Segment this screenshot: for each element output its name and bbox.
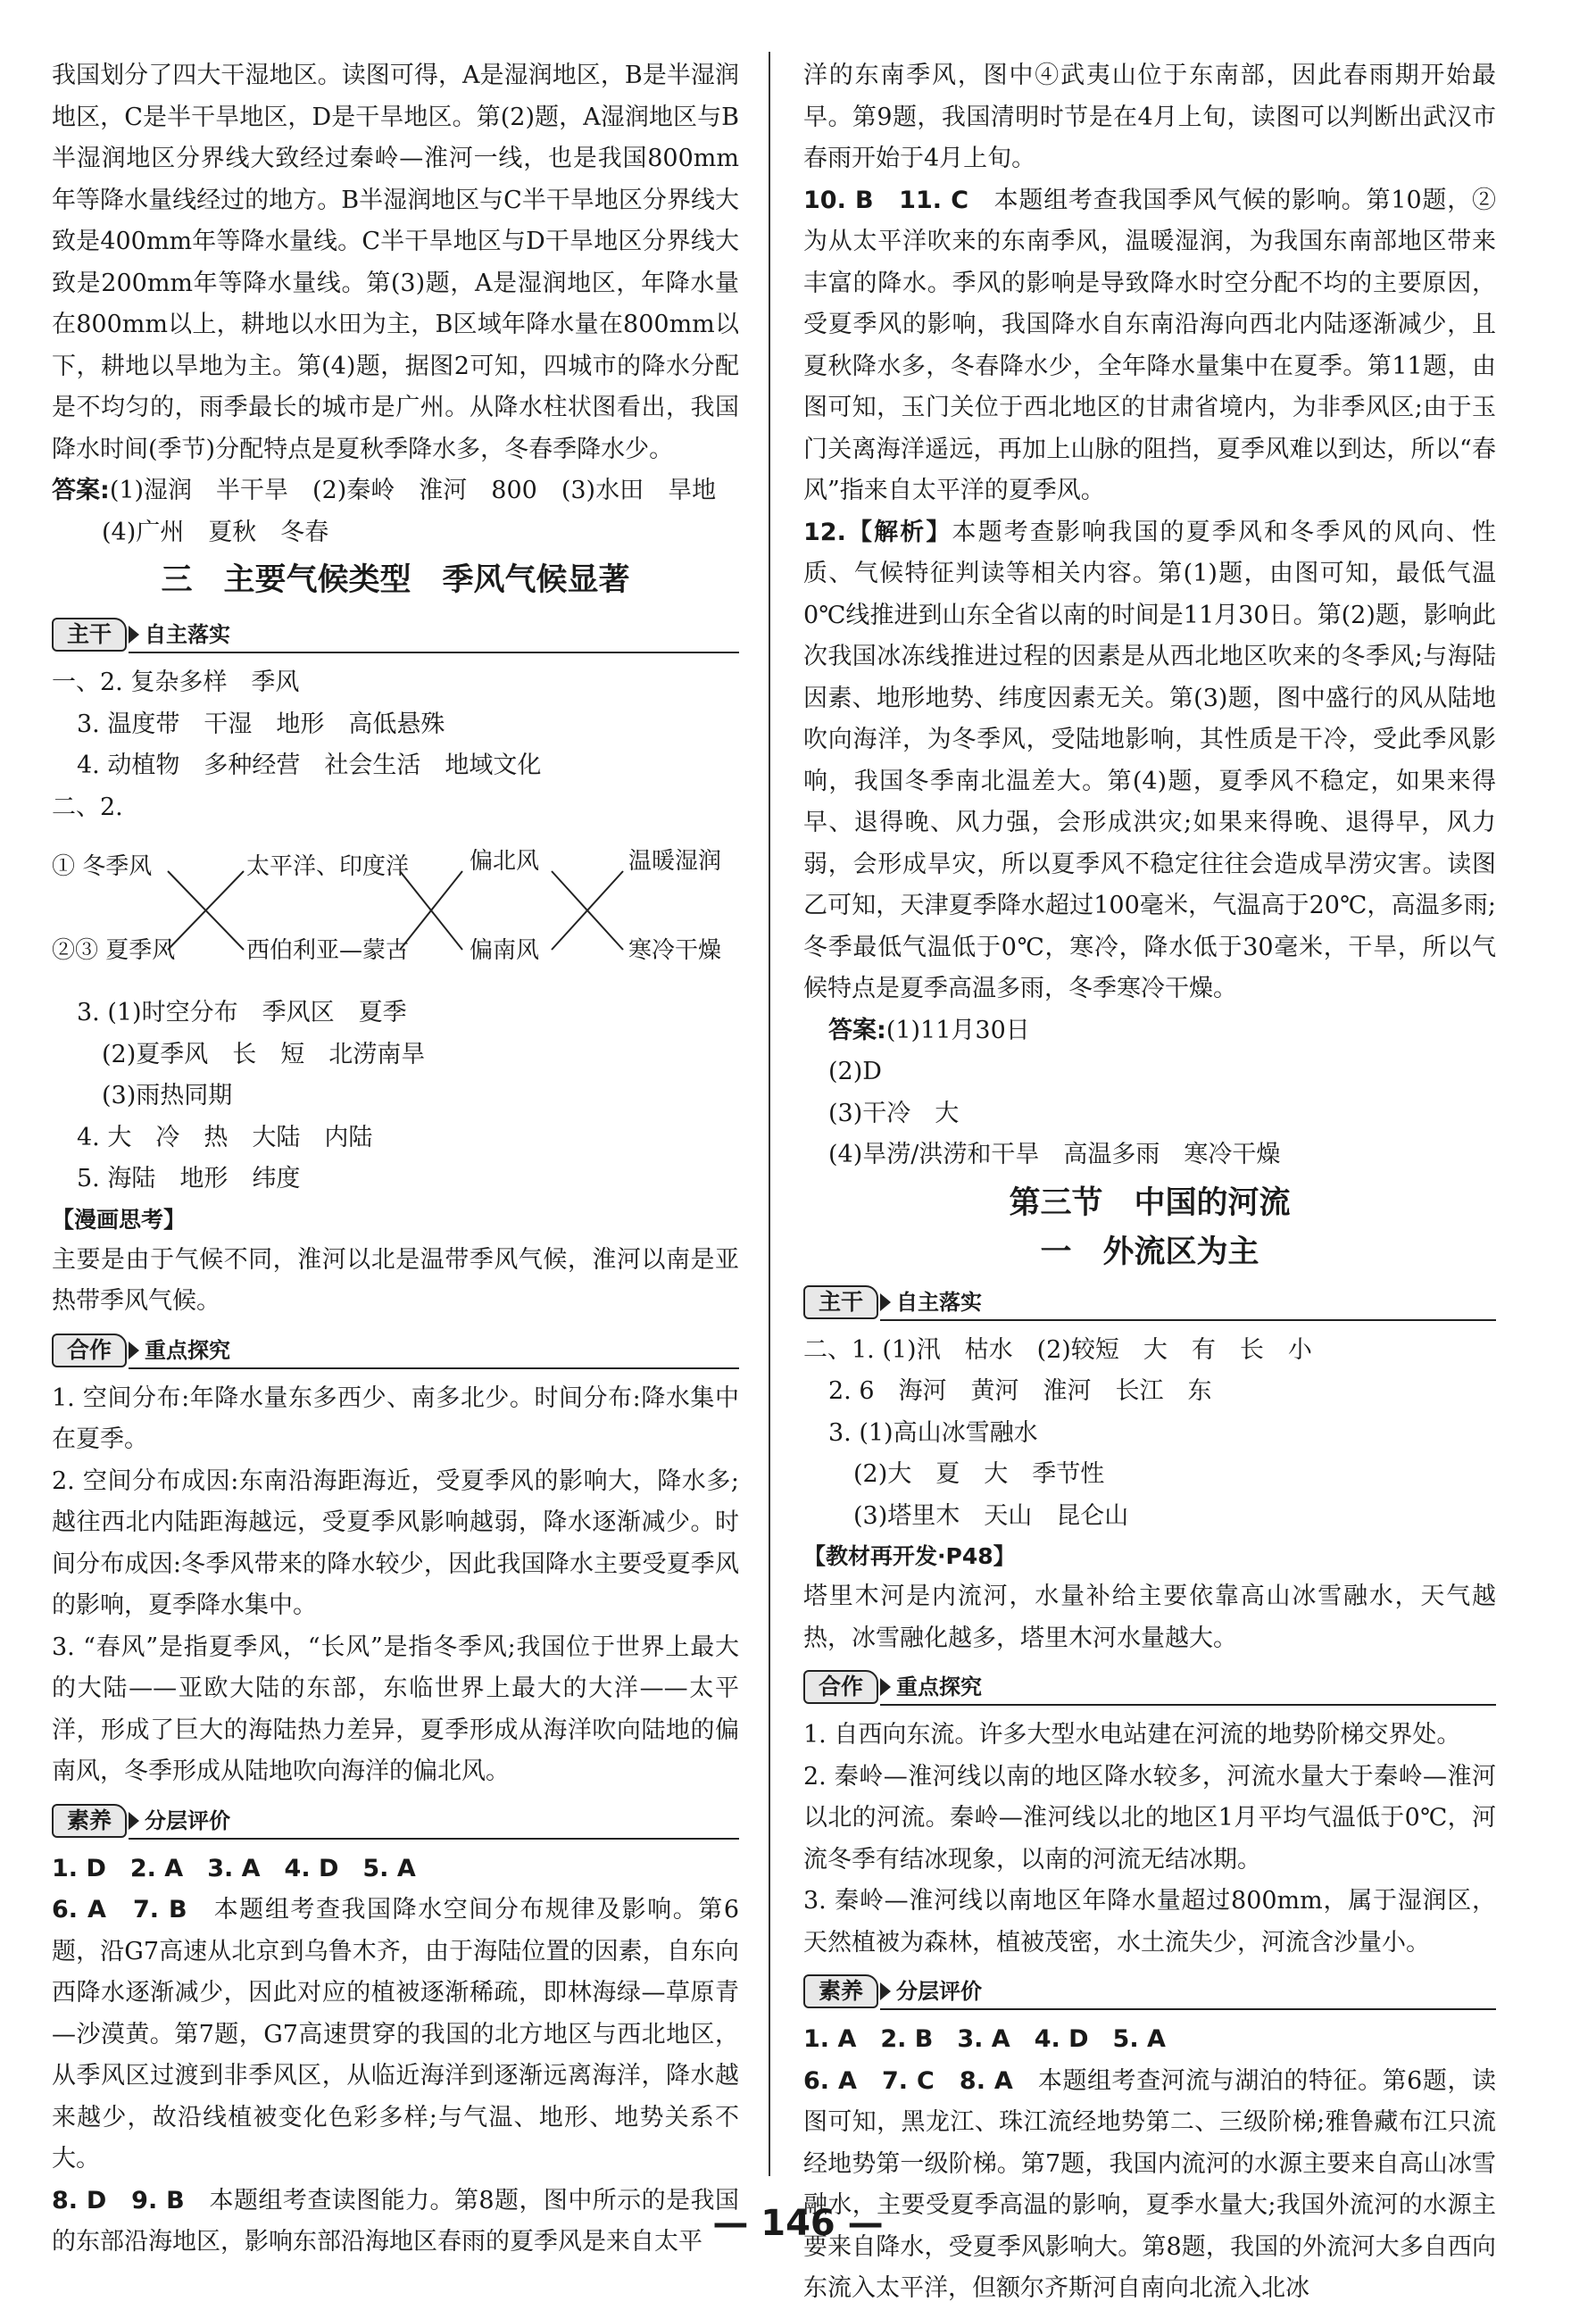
arrow-icon bbox=[129, 1342, 139, 1359]
list-item: 3. (1)高山冰雪融水 bbox=[828, 1418, 1038, 1447]
list-item: 3. 温度带 干湿 地形 高低悬殊 bbox=[77, 710, 445, 738]
question-explanation bbox=[803, 512, 1496, 1010]
answer-prefix: 答案: bbox=[52, 477, 110, 504]
question-explanation bbox=[52, 1890, 739, 2181]
list-item: (2)大 夏 大 季节性 bbox=[853, 1460, 1105, 1488]
diagram-north-wind: 偏北风 bbox=[470, 848, 540, 875]
section-rule bbox=[129, 1838, 739, 1840]
section-label: 分层评价 bbox=[896, 1979, 982, 2004]
right-column bbox=[803, 55, 1496, 2310]
continued-paragraph: 洋的东南季风，图中④武夷山位于东南部，因此春雨期开始最早。第9题，我国清明时节是在4月上旬，读图可以判断出武汉市春雨开始于4月上旬。 bbox=[803, 62, 1496, 172]
list-item: 4. 动植物 多种经营 社会生活 地域文化 bbox=[77, 752, 542, 779]
diagram-warm-humid: 温暖湿润 bbox=[628, 848, 722, 875]
list-item: 二、1. (1)汛 枯水 (2)较短 大 有 长 小 bbox=[803, 1335, 1312, 1364]
lesson-title: 三 主要气候类型 季风气候显著 bbox=[161, 562, 630, 598]
question-numbers: 10. B 11. C bbox=[803, 186, 969, 214]
answer-line bbox=[52, 470, 739, 512]
answer-key: 1. D 2. A 3. A 4. D 5. A bbox=[52, 1854, 416, 1882]
section-rule bbox=[880, 1704, 1496, 1706]
list-item: 3. “春风”是指夏季风，“长风”是指冬季风;我国位于世界上最大的大陆——亚欧大陆的东部，东临世界上最大的大洋——太平洋，形成了巨大的海陆热力差异，夏季形成从海洋吹向陆地的偏南风，冬季形成从陆地吹向海洋的偏北风。 bbox=[52, 1633, 739, 1785]
section-tag: 素养 bbox=[803, 1974, 878, 2008]
question-numbers: 8. D 9. B bbox=[52, 2186, 185, 2214]
monsoon-matching-diagram bbox=[52, 832, 739, 989]
diagram-south-wind: 偏南风 bbox=[470, 937, 540, 964]
diagram-source-ocean: 太平洋、印度洋 bbox=[246, 853, 410, 880]
answer-prefix: 答案: bbox=[828, 1016, 886, 1044]
question-numbers: 12.【解析】 bbox=[803, 518, 952, 546]
answer-text: (1)11月30日 bbox=[885, 1016, 1030, 1044]
list-item: 2. 秦岭—淮河线以南的地区降水较多，河流水量大于秦岭—淮河以北的河流。秦岭—淮河线以北的地区1月平均气温低于0℃，河流冬季有结冰现象，以南的河流无结冰期。 bbox=[803, 1762, 1496, 1874]
list-item: 一、2. 复杂多样 季风 bbox=[52, 669, 300, 696]
textbook-text: 塔里木河是内流河，水量补给主要依靠高山冰雪融水，天气越热，冰雪融化越多，塔里木河水量越大。 bbox=[803, 1583, 1496, 1652]
list-item: 3. 秦岭—淮河线以南地区年降水量超过800mm，属于湿润区，天然植被为森林，植被茂密，水土流失少，河流含沙量小。 bbox=[803, 1887, 1496, 1957]
section-label: 自主落实 bbox=[896, 1289, 982, 1315]
section-rule bbox=[129, 652, 739, 653]
list-item: 5. 海陆 地形 纬度 bbox=[77, 1165, 301, 1192]
diagram-winter-monsoon: ① 冬季风 bbox=[52, 853, 153, 880]
question-explanation bbox=[803, 2061, 1496, 2310]
textbook-heading: 【教材再开发·P48】 bbox=[803, 1543, 1016, 1569]
column-divider bbox=[769, 52, 770, 2176]
question-explanation bbox=[803, 180, 1496, 512]
section-header-suyang bbox=[52, 1799, 739, 1845]
list-item: 二、2. bbox=[52, 793, 123, 821]
section-tag: 主干 bbox=[52, 618, 127, 652]
answer-text: (1)湿润 半干旱 (2)秦岭 淮河 800 (3)水田 旱地 bbox=[109, 477, 717, 504]
section-tag: 素养 bbox=[52, 1804, 127, 1838]
section-header-hezuo bbox=[52, 1328, 739, 1375]
list-item: 4. 大 冷 热 大陆 内陆 bbox=[77, 1123, 373, 1151]
answer-line: (3)干冷 大 bbox=[828, 1099, 960, 1127]
comic-text: 主要是由于气候不同，淮河以北是温带季风气候，淮河以南是亚热带季风气候。 bbox=[52, 1245, 739, 1315]
section-label: 分层评价 bbox=[145, 1807, 230, 1833]
diagram-source-land: 西伯利亚—蒙古 bbox=[246, 937, 410, 964]
section-label: 重点探究 bbox=[145, 1337, 230, 1363]
section-rule bbox=[129, 1367, 739, 1369]
section-tag: 合作 bbox=[803, 1670, 878, 1704]
comic-heading: 【漫画思考】 bbox=[52, 1206, 187, 1233]
list-item: 1. 自西向东流。许多大型水电站建在河流的地势阶梯交界处。 bbox=[803, 1721, 1461, 1749]
section-label: 自主落实 bbox=[145, 622, 230, 647]
explanation-text: 本题组考查读图能力。第8题，图中所示的是我国的东部沿海地区，影响东部沿海地区春雨的夏季风是来自太平 bbox=[52, 2186, 739, 2256]
explanation-text: 本题考查影响我国的夏季风和冬季风的风向、性质、气候特征判读等相关内容。第(1)题，由图可知，最低气温0℃线推进到山东全省以南的时间是11月30日。第(2)题，影响此次我国冰冻线推进过程的因素是从西北地区吹来的冬季风;与海陆因素、地形地势、纬度因素无关。第(3)题，图中盛行的风从陆地吹向海洋，为冬季风，受陆地影响，其性质是干冷，受此季风影响，我国冬季南北温差大。第(4)题，夏季风不稳定，如果来得早、退得晚、风力强，会形成洪灾;如果来得晚、退得早，风力弱，会形成旱灾，所以夏季风不稳定往往会造成旱涝灾害。读图乙可知，天津夏季降水超过100毫米，气温高于20℃，高温多雨;冬季最低气温低于0℃，寒冷，降水低于30毫米，干旱，所以气候特点是夏季高温多雨，冬季寒冷干燥。 bbox=[803, 518, 1496, 1002]
section-header-suyang bbox=[803, 1969, 1496, 2015]
section-label: 重点探究 bbox=[896, 1674, 982, 1699]
question-numbers: 6. A 7. C 8. A bbox=[803, 2066, 1013, 2095]
arrow-icon bbox=[129, 1812, 139, 1830]
list-item: 3. (1)时空分布 季风区 夏季 bbox=[77, 999, 407, 1026]
list-item: (3)雨热同期 bbox=[102, 1082, 233, 1109]
list-item: (3)塔里木 天山 昆仑山 bbox=[853, 1501, 1129, 1530]
diagram-summer-monsoon: ②③ 夏季风 bbox=[52, 937, 176, 964]
section-header-zhugan bbox=[803, 1280, 1496, 1326]
section-tag: 主干 bbox=[803, 1285, 878, 1319]
chapter-title: 第三节 中国的河流 bbox=[1009, 1184, 1291, 1221]
arrow-icon bbox=[129, 626, 139, 644]
section-rule bbox=[880, 1319, 1496, 1321]
explanation-text: 本题组考查我国季风气候的影响。第10题，②为从太平洋吹来的东南季风，温暖湿润，为我国东南部地区带来丰富的降水。季风的影响是导致降水时空分配不均的主要原因，受夏季风的影响，我国降水自东南沿海向西北内陆逐渐减少，且夏秋降水多，冬春降水少，全年降水量集中在夏季。第11题，由图可知，玉门关位于西北地区的甘肃省境内，为非季风区;由于玉门关离海洋遥远，再加上山脉的阻挡，夏季风难以到达，所以“春风”指来自太平洋的夏季风。 bbox=[803, 186, 1497, 504]
lesson-title: 一 外流区为主 bbox=[1040, 1234, 1259, 1270]
explanation-text: 本题组考查河流与湖泊的特征。第6题，读图可知，黑龙江、珠江流经地势第二、三级阶梯;雅鲁藏布江只流经地势第一级阶梯。第7题，我国内流河的水源主要来自高山冰雪融水，主要受夏季高温的影响，夏季水量大;我国外流河的水源主要来自降水，受夏季风影响大。第8题，我国的外流河大多自西向东流入太平洋，但额尔齐斯河自南向北流入北冰 bbox=[803, 2066, 1497, 2302]
arrow-icon bbox=[880, 1293, 891, 1311]
list-item: (2)夏季风 长 短 北涝南旱 bbox=[102, 1040, 426, 1068]
answer-line bbox=[803, 1010, 1496, 1052]
explanation-text: 本题组考查我国降水空间分布规律及影响。第6题，沿G7高速从北京到乌鲁木齐，由于海陆位置的因素，自东向西降水逐渐减少，因此对应的植被逐渐稀疏，即林海绿—草原青—沙漠黄。第7题，G7高速贯穿的我国的北方地区与西北地区，从季风区过渡到非季风区，从临近海洋到逐渐远离海洋，降水越来越少，故沿线植被变化色彩多样;与气温、地形、地势关系不大。 bbox=[52, 1896, 740, 2173]
answer-line: (4)旱涝/洪涝和干旱 高温多雨 寒冷干燥 bbox=[828, 1141, 1281, 1168]
section-header-hezuo bbox=[803, 1665, 1496, 1711]
section-header-zhugan bbox=[52, 612, 739, 659]
answer-line: (2)D bbox=[828, 1058, 882, 1085]
left-column bbox=[52, 55, 739, 2264]
list-item: 2. 6 海河 黄河 淮河 长江 东 bbox=[828, 1377, 1212, 1405]
arrow-icon bbox=[880, 1982, 891, 2000]
question-numbers: 6. A 7. B bbox=[52, 1896, 187, 1924]
diagram-cold-dry: 寒冷干燥 bbox=[628, 937, 722, 964]
section-rule bbox=[880, 2008, 1496, 2010]
list-item: 1. 空间分布:年降水量东多西少、南多北少。时间分布:降水集中在夏季。 bbox=[52, 1384, 739, 1453]
answer-key: 1. A 2. B 3. A 4. D 5. A bbox=[803, 2025, 1166, 2053]
page-number: — 146 — bbox=[712, 2203, 884, 2244]
section-tag: 合作 bbox=[52, 1334, 127, 1367]
arrow-icon bbox=[880, 1678, 891, 1696]
intro-paragraph: 我国划分了四大干湿地区。读图可得，A是湿润地区，B是半湿润地区，C是半干旱地区，D是干旱地区。第(2)题，A湿润地区与B半湿润地区分界线大致经过秦岭—淮河一线，也是我国800mm年等降水量线经过的地方。B半湿润地区与C半干旱地区分界线大致是400mm年等降水量线。C半干旱地区与D干旱地区分界线大致是200mm年等降水量线。第(3)题，A是湿润地区，年降水量在800mm以上，耕地以水田为主，B区域年降水量在800mm以下，耕地以旱地为主。第(4)题，据图2可知，四城市的降水分配是不均匀的，雨季最长的城市是广州。从降水柱状图看出，我国降水时间(季节)分配特点是夏秋季降水多，冬春季降水少。 bbox=[52, 62, 739, 463]
answer-line-2: (4)广州 夏秋 冬春 bbox=[102, 518, 329, 546]
list-item: 2. 空间分布成因:东南沿海距海近，受夏季风的影响大，降水多;越往西北内陆距海越远，受夏季风影响越弱，降水逐渐减少。时间分布成因:冬季风带来的降水较少，因此我国降水主要受夏季风的影响，夏季降水集中。 bbox=[52, 1467, 739, 1619]
